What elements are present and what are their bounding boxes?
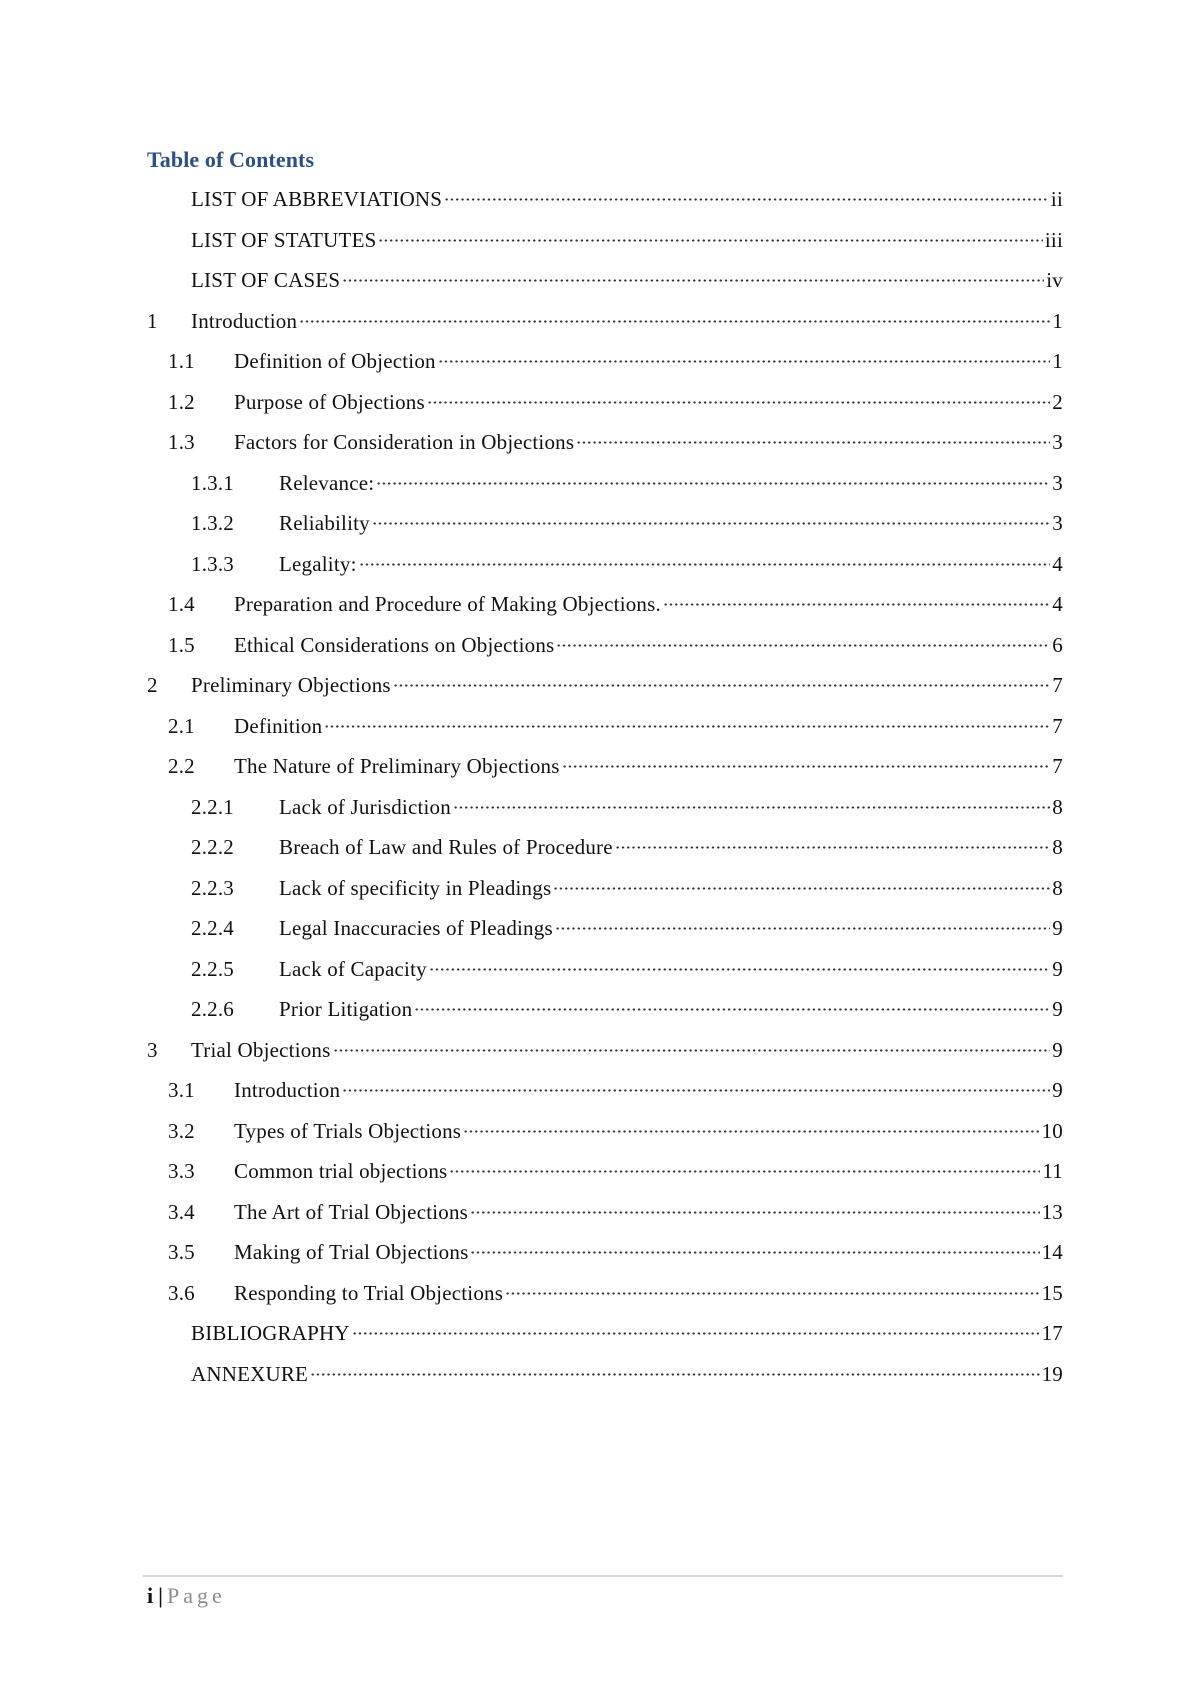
toc-entry-2-2-5[interactable] — [147, 956, 1063, 997]
toc-entry-list-of-cases[interactable] — [147, 267, 1063, 308]
toc-entry-3-1[interactable] — [147, 1077, 1063, 1118]
toc-entry-number: 3.4 — [168, 1199, 195, 1224]
toc-entry-label: Types of Trials Objections — [234, 1118, 462, 1143]
toc-entry-label: Definition of Objection — [234, 349, 436, 373]
toc-entry-page: 3 — [1052, 470, 1063, 495]
toc-entry-label: LIST OF STATUTES — [191, 227, 377, 252]
toc-list — [147, 186, 1063, 1401]
toc-entry-number: 2.1 — [168, 713, 195, 738]
dot-leader — [470, 1251, 1039, 1254]
toc-entry-label: Responding to Trial Objections — [234, 1280, 504, 1305]
dot-leader — [359, 563, 1051, 566]
toc-entry-list-of-abbreviations[interactable] — [147, 186, 1063, 227]
toc-entry-page: 9 — [1052, 997, 1063, 1021]
toc-entry-label: Definition — [234, 713, 323, 738]
toc-entry-1-4[interactable] — [147, 591, 1063, 632]
toc-entry-number: 2.2.5 — [191, 956, 234, 981]
toc-entry-number: 1.2 — [168, 389, 195, 414]
toc-title: Table of Contents — [147, 147, 315, 172]
toc-entry-3-5[interactable] — [147, 1239, 1063, 1280]
toc-entry-label: BIBLIOGRAPHY — [191, 1321, 350, 1345]
dot-leader — [555, 927, 1050, 930]
toc-entry-number: 2.2.2 — [191, 835, 234, 859]
toc-entry-label: Relevance: — [279, 470, 375, 495]
toc-entry-label: Legality: — [279, 551, 357, 576]
toc-entry-label: ANNEXURE — [191, 1361, 309, 1386]
toc-entry-label: LIST OF CASES — [191, 268, 341, 292]
dot-leader — [615, 846, 1051, 849]
toc-entry-label: Purpose of Objections — [234, 389, 425, 414]
toc-entry-page: 8 — [1052, 835, 1063, 859]
dot-leader — [414, 1008, 1050, 1011]
toc-entry-1-3[interactable] — [147, 429, 1063, 470]
toc-entry-label: Prior Litigation — [279, 997, 413, 1021]
dot-leader — [310, 1373, 1040, 1376]
toc-entry-page: 1 — [1052, 308, 1063, 333]
dot-leader — [444, 198, 1049, 201]
toc-entry-number: 3.6 — [168, 1280, 195, 1305]
toc-entry-label: LIST OF ABBREVIATIONS — [191, 187, 443, 211]
toc-entry-label: Making of Trial Objections — [234, 1240, 469, 1264]
toc-entry-page: 3 — [1052, 511, 1063, 535]
toc-entry-label: Lack of specificity in Pleadings — [279, 875, 552, 900]
toc-entry-1-3-2[interactable] — [147, 510, 1063, 551]
dot-leader — [299, 320, 1050, 323]
toc-entry-label: Trial Objections — [191, 1037, 331, 1062]
toc-entry-2[interactable] — [147, 672, 1063, 713]
toc-entry-label: Lack of Jurisdiction — [279, 794, 451, 819]
toc-entry-number: 1.1 — [168, 349, 195, 373]
toc-entry-3[interactable] — [147, 1037, 1063, 1078]
toc-entry-page: 9 — [1052, 916, 1063, 940]
toc-entry-page: ii — [1050, 187, 1063, 211]
toc-entry-number: 3 — [147, 1037, 158, 1062]
dot-leader — [453, 806, 1050, 809]
toc-entry-label: Introduction — [191, 308, 298, 333]
toc-entry-page: 1 — [1052, 349, 1063, 373]
toc-entry-label: Common trial objections — [234, 1159, 448, 1183]
toc-entry-page: 6 — [1052, 632, 1063, 657]
toc-entry-number: 3.5 — [168, 1240, 195, 1264]
toc-entry-page: 7 — [1052, 754, 1063, 778]
dot-leader — [438, 360, 1051, 363]
toc-entry-2-2[interactable] — [147, 753, 1063, 794]
toc-entry-1-3-1[interactable] — [147, 470, 1063, 511]
toc-entry-page: 9 — [1052, 1037, 1063, 1062]
toc-entry-page: iii — [1044, 227, 1063, 252]
toc-entry-label: Preliminary Objections — [191, 673, 391, 697]
dot-leader — [463, 1130, 1039, 1133]
toc-entry-2-2-1[interactable] — [147, 794, 1063, 835]
toc-entry-number: 1.5 — [168, 632, 195, 657]
toc-entry-2-2-6[interactable] — [147, 996, 1063, 1037]
toc-entry-3-4[interactable] — [147, 1199, 1063, 1240]
toc-entry-page: 15 — [1041, 1280, 1063, 1305]
dot-leader — [372, 522, 1050, 525]
toc-entry-page: iv — [1046, 268, 1063, 292]
toc-entry-page: 19 — [1041, 1361, 1063, 1386]
toc-entry-2-2-4[interactable] — [147, 915, 1063, 956]
toc-entry-page: 7 — [1052, 713, 1063, 738]
toc-entry-number: 3.3 — [168, 1159, 195, 1183]
toc-entry-number: 3.2 — [168, 1118, 195, 1143]
toc-entry-label: Factors for Consideration in Objections — [234, 430, 575, 454]
toc-entry-page: 4 — [1052, 592, 1063, 616]
toc-entry-1-1[interactable] — [147, 348, 1063, 389]
toc-entry-label: Lack of Capacity — [279, 956, 427, 981]
toc-entry-page: 4 — [1052, 551, 1063, 576]
toc-entry-bibliography[interactable] — [147, 1320, 1063, 1361]
toc-entry-label: The Nature of Preliminary Objections — [234, 754, 560, 778]
toc-entry-page: 10 — [1041, 1118, 1063, 1143]
footer-page-word: Page — [166, 1583, 226, 1608]
dot-leader — [576, 441, 1050, 444]
footer-separator: | — [158, 1583, 163, 1608]
toc-entry-number: 1 — [147, 308, 158, 333]
dot-leader — [449, 1170, 1040, 1173]
dot-leader — [663, 603, 1050, 606]
dot-leader — [429, 968, 1050, 971]
toc-entry-2-2-3[interactable] — [147, 875, 1063, 916]
toc-entry-number: 2.2.1 — [191, 794, 234, 819]
dot-leader — [342, 1089, 1050, 1092]
toc-entry-page: 8 — [1052, 794, 1063, 819]
toc-entry-list-of-statutes[interactable] — [147, 227, 1063, 268]
dot-leader — [393, 684, 1051, 687]
toc-entry-number: 1.3.2 — [191, 511, 234, 535]
dot-leader — [553, 887, 1050, 890]
toc-entry-page: 9 — [1052, 1078, 1063, 1102]
toc-entry-number: 2.2.4 — [191, 916, 234, 940]
dot-leader — [342, 279, 1044, 282]
toc-entry-number: 1.3 — [168, 430, 195, 454]
toc-entry-label: Reliability — [279, 511, 370, 535]
toc-entry-3-2[interactable] — [147, 1118, 1063, 1159]
toc-entry-number: 2.2.6 — [191, 997, 234, 1021]
toc-entry-annexure[interactable] — [147, 1361, 1063, 1402]
footer-page-number: i — [147, 1583, 154, 1608]
toc-entry-2-2-2[interactable] — [147, 834, 1063, 875]
dot-leader — [378, 239, 1042, 242]
toc-entry-1[interactable] — [147, 308, 1063, 349]
toc-entry-number: 2.2.3 — [191, 875, 234, 900]
toc-entry-page: 9 — [1052, 956, 1063, 981]
toc-entry-page: 17 — [1041, 1321, 1063, 1345]
toc-entry-label: Breach of Law and Rules of Procedure — [279, 835, 613, 859]
toc-entry-1-2[interactable] — [147, 389, 1063, 430]
toc-entry-page: 7 — [1052, 673, 1063, 697]
toc-entry-label: Preparation and Procedure of Making Objections. — [234, 592, 661, 616]
dot-leader — [376, 482, 1050, 485]
toc-entry-label: The Art of Trial Objections — [234, 1199, 469, 1224]
toc-entry-label: Introduction — [234, 1078, 341, 1102]
dot-leader — [505, 1292, 1039, 1295]
toc-entry-number: 1.3.1 — [191, 470, 234, 495]
toc-entry-number: 1.3.3 — [191, 551, 234, 576]
toc-entry-page: 8 — [1052, 875, 1063, 900]
dot-leader — [352, 1332, 1040, 1335]
toc-entry-number: 2.2 — [168, 754, 195, 778]
toc-entry-number: 1.4 — [168, 592, 195, 616]
dot-leader — [470, 1211, 1040, 1214]
footer-divider — [143, 1575, 1063, 1577]
toc-entry-page: 2 — [1052, 389, 1063, 414]
toc-entry-page: 11 — [1042, 1159, 1063, 1183]
toc-entry-1-5[interactable] — [147, 632, 1063, 673]
toc-entry-page: 3 — [1052, 430, 1063, 454]
dot-leader — [427, 401, 1050, 404]
page-footer — [147, 1582, 226, 1610]
dot-leader — [562, 765, 1051, 768]
toc-entry-3-3[interactable] — [147, 1158, 1063, 1199]
toc-entry-label: Ethical Considerations on Objections — [234, 632, 555, 657]
dot-leader — [324, 725, 1050, 728]
toc-entry-number: 3.1 — [168, 1078, 195, 1102]
toc-entry-3-6[interactable] — [147, 1280, 1063, 1321]
dot-leader — [556, 644, 1050, 647]
toc-entry-number: 2 — [147, 673, 158, 697]
dot-leader — [333, 1049, 1051, 1052]
toc-entry-page: 14 — [1041, 1240, 1063, 1264]
toc-entry-1-3-3[interactable] — [147, 551, 1063, 592]
toc-entry-2-1[interactable] — [147, 713, 1063, 754]
toc-entry-label: Legal Inaccuracies of Pleadings — [279, 916, 553, 940]
toc-entry-page: 13 — [1041, 1199, 1063, 1224]
